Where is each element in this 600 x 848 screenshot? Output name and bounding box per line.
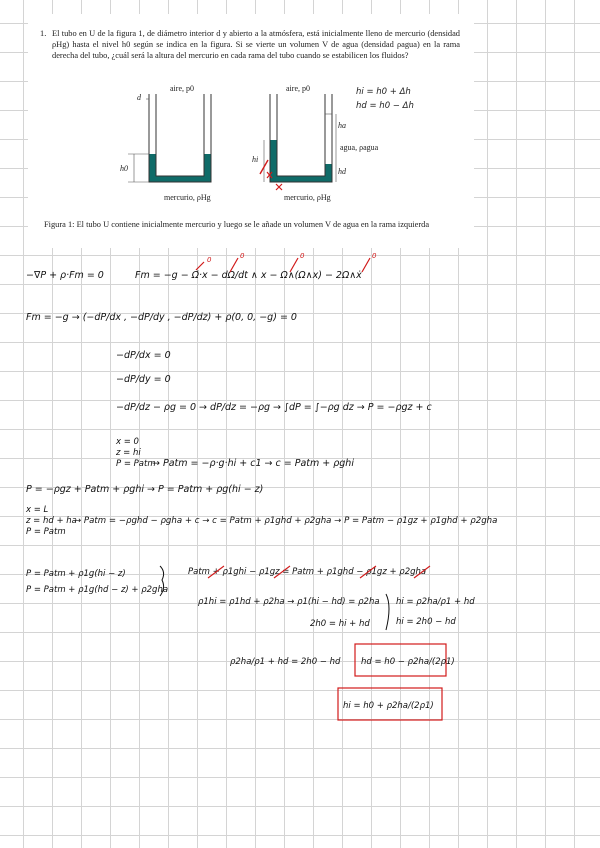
equate-pressures: Patm + ρ1ghi − ρ1gz = Patm + ρ1ghd − ρ1gz + ρ2gha (188, 567, 427, 577)
red-zero-3: 0 (300, 252, 305, 260)
hi-expr2: hi = 2h0 − hd (396, 617, 456, 627)
label-hi: hi (252, 155, 259, 164)
red-zero-1: 0 (207, 256, 212, 264)
label-water: agua, ρagua (340, 143, 379, 152)
label-ha: ha (338, 121, 346, 130)
level-sum: 2h0 = hi + hd (310, 619, 370, 629)
note-hd: hd = h0 − Δh (356, 101, 414, 111)
cond1-p: P = Patm (116, 459, 156, 469)
cond2-p: P = Patm (26, 527, 66, 537)
label-d: d (137, 93, 141, 102)
figure-caption: Figura 1: El tubo U contiene inicialmente mercurio y luego se le añade un volumen V de agua en la rama izquierda (44, 220, 430, 229)
problem-text: El tubo en U de la figura 1, de diámetro interior d y abierto a la atmósfera, está inicialmente lleno de mercurio (densidad ρHg) hasta el nivel h0 según se indica en la figura. Si se vierte un volumen V de agua (densidad ρagua) en la rama derecha del tubo, ¿cuál será la altura del mercurio en cada rama del tubo cuando se estabilicen los fluidos? (52, 29, 460, 61)
simplify: ρ1hi = ρ1hd + ρ2ha → ρ1(hi − hd) = ρ2ha (198, 597, 380, 607)
label-mercury-right: mercurio, ρHg (284, 193, 331, 202)
cond1-x: x = 0 (116, 437, 139, 447)
system-eq1: P = Patm + ρ1g(hi − z) (26, 569, 126, 579)
label-hd: hd (338, 167, 346, 176)
line-dpdy: −dP/dy = 0 (116, 374, 171, 385)
system-eq2: P = Patm + ρ1g(hd − z) + ρ2gha (26, 585, 169, 595)
line-euler: −∇P + ρ·Fm = 0 (26, 270, 104, 281)
cond1-z: z = hi (116, 448, 141, 458)
hi-expr1: hi = ρ2ha/ρ1 + hd (396, 597, 475, 607)
label-air-left: aire, p0 (170, 84, 194, 93)
note-hi: hi = h0 + Δh (356, 87, 411, 97)
cond2-x: x = L (26, 505, 49, 515)
cond1-result: → Patm = −ρ·g·hi + c1 → c = Patm + ρghi (152, 458, 354, 469)
cond2-z: z = hd + ha (26, 516, 77, 526)
line-mass-force: Fm = −g − Ω̇·x − dΩ/dt ∧ x − Ω∧(Ω∧x) − 2Ω∧ẋ (135, 270, 362, 281)
label-mercury-left: mercurio, ρHg (164, 193, 211, 202)
problem-number: 1. (40, 29, 47, 38)
final-eq: ρ2ha/ρ1 + hd = 2h0 − hd (230, 657, 341, 667)
red-zero-2: 0 (240, 252, 245, 260)
red-zero-4: 0 (372, 252, 377, 260)
label-h0: h0 (120, 164, 128, 173)
result-hi: hi = h0 + ρ2ha/(2ρ1) (343, 701, 434, 711)
result-hd: hd = h0 − ρ2ha/(2ρ1) (361, 657, 455, 667)
label-air-right: aire, p0 (286, 84, 310, 93)
line-dpdx: −dP/dx = 0 (116, 350, 171, 361)
line-pressure-left: P = −ρgz + Patm + ρghi → P = Patm + ρg(hi − z) (26, 484, 264, 495)
cond2-result: → Patm = −ρghd − ρgha + c → c = Patm + ρ1ghd + ρ2gha → P = Patm − ρ1gz + ρ1ghd + ρ2gha (74, 516, 498, 526)
line-dpdz: −dP/dz − ρg = 0 → dP/dz = −ρg → ∫dP = ∫−ρg dz → P = −ρgz + c (116, 402, 432, 413)
line-gradient: Fm = −g → (−dP/dx , −dP/dy , −dP/dz) + ρ(0, 0, −g) = 0 (26, 312, 297, 323)
